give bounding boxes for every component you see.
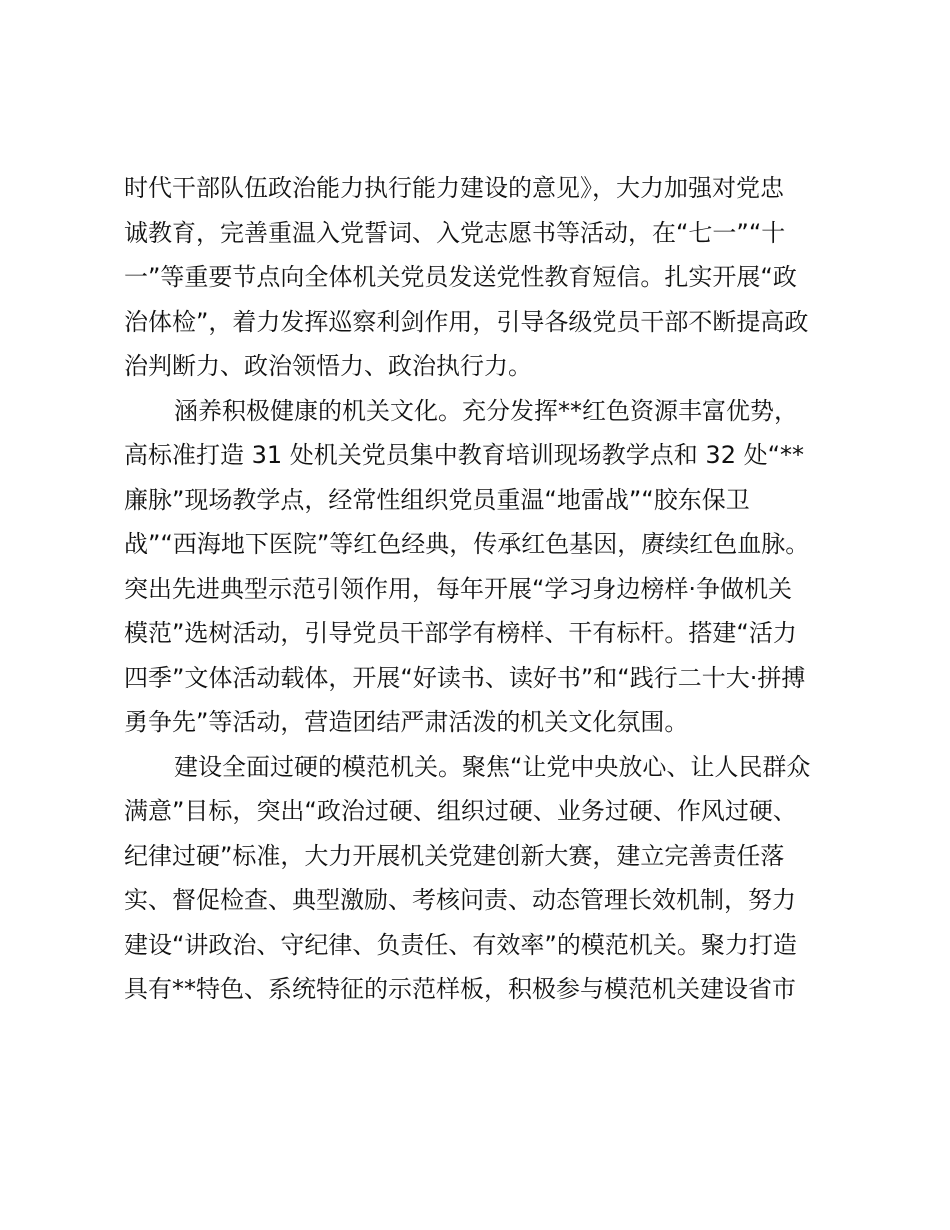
text-line: 治体检”，着力发挥巡察利剑作用，引导各级党员干部不断提高政 [124,307,809,336]
text-line: 治判断力、政治领悟力、政治执行力。 [124,352,532,380]
text-line: 实、督促检查、典型激励、考核问责、动态管理长效机制，努力 [124,886,796,914]
text-line: 满意”目标，突出“政治过硬、组织过硬、业务过硬、作风过硬、 [124,797,797,825]
text-line: 建设“讲政治、守纪律、负责任、有效率”的模范机关。聚力打造 [124,930,797,959]
text-line: 高标准打造 31 处机关党员集中教育培训现场教学点和 32 处“** [124,441,805,469]
text-line: 模范”选树活动，引导党员干部学有榜样、干有标杆。搭建“活力 [124,619,797,647]
body-text [124,166,832,1012]
text-line: 时代干部队伍政治能力执行能力建设的意见》，大力加强对党忠 [124,174,784,202]
paragraph-start-line: 涵养积极健康的机关文化。充分发挥**红色资源丰富优势， [174,396,798,425]
text-line: 四季”文体活动载体，开展“好读书、读好书”和“践行二十大·拼搏 [124,663,806,692]
text-line: 突出先进典型示范引领作用，每年开展“学习身边榜样·争做机关 [124,574,793,603]
text-line: 一”等重要节点向全体机关党员发送党性教育短信。扎实开展“政 [124,263,797,291]
text-line: 战”“西海地下医院”等红色经典，传承红色基因，赓续红色血脉。 [124,530,810,558]
paragraph-start-line: 建设全面过硬的模范机关。聚焦“让党中央放心、让人民群众 [174,752,811,781]
text-line: 具有**特色、系统特征的示范样板，积极参与模范机关建设省市 [124,975,796,1003]
text-line: 纪律过硬”标准，大力开展机关党建创新大赛，建立完善责任落 [124,841,785,870]
text-line: 诚教育，完善重温入党誓词、入党志愿书等活动，在“七一”“十 [124,218,786,247]
text-line: 勇争先”等活动，营造团结严肃活泼的机关文化氛围。 [124,708,689,736]
text-line: 廉脉”现场教学点，经常性组织党员重温“地雷战”“胶东保卫 [124,485,750,514]
